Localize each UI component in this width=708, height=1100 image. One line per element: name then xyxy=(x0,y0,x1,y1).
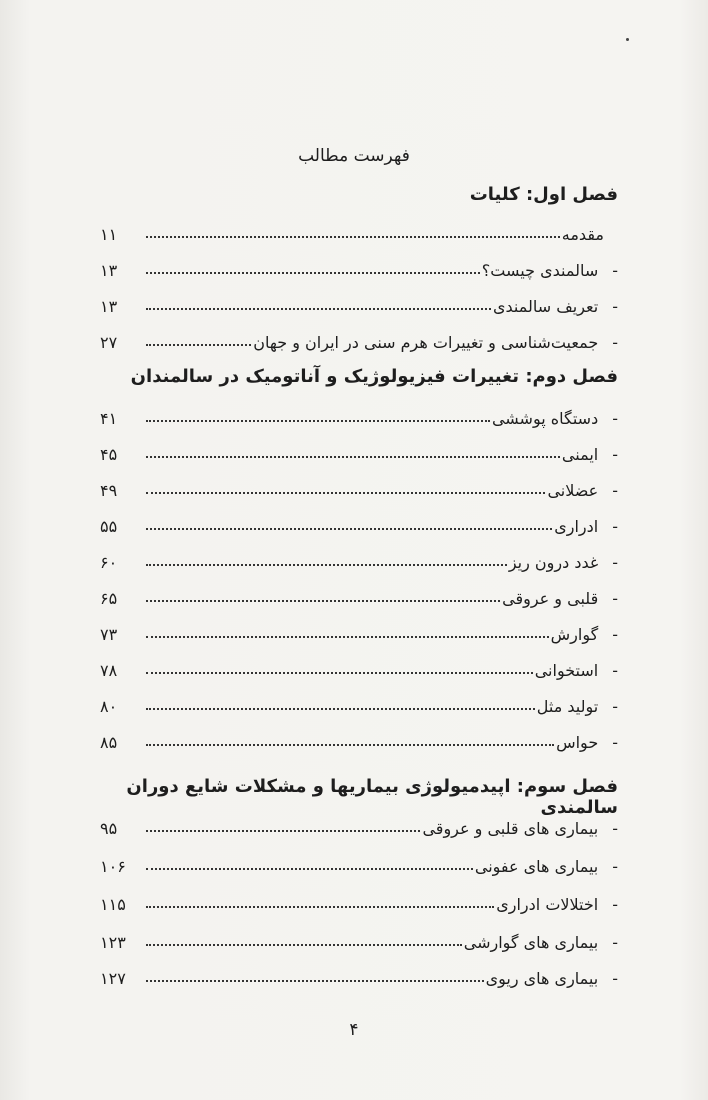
entry-page: ۲۷ xyxy=(100,333,118,352)
dot-leader xyxy=(146,599,500,602)
toc-entry xyxy=(100,578,618,608)
entry-label: گوارش xyxy=(550,625,599,644)
dot-leader xyxy=(146,867,473,870)
dot-leader xyxy=(146,635,549,638)
entry-label: بیماری های ریوی xyxy=(485,969,599,988)
entry-label: بیماری های قلبی و عروقی xyxy=(422,819,599,838)
entry-label: ایمنی xyxy=(561,445,599,464)
dot-leader xyxy=(146,235,560,238)
entry-label: جمعیت‌شناسی و تغییرات هرم سنی در ایران و جهان xyxy=(253,333,599,352)
toc-entry xyxy=(100,506,618,536)
entry-page: ۱۱۵ xyxy=(100,895,126,914)
entry-page: ۸۰ xyxy=(100,697,118,716)
ink-speck xyxy=(626,38,629,41)
dot-leader xyxy=(146,455,560,458)
dot-leader xyxy=(146,743,554,746)
toc-entry xyxy=(100,958,618,988)
toc-entry xyxy=(100,398,618,428)
toc-entry xyxy=(100,922,618,952)
entry-label: بیماری های عفونی xyxy=(474,857,599,876)
entry-page: ۴۹ xyxy=(100,481,118,500)
dot-leader xyxy=(146,979,484,982)
entry-label: اختلالات ادراری xyxy=(496,895,599,914)
entry-page: ۱۳ xyxy=(100,297,118,316)
entry-dash: - xyxy=(612,297,618,316)
entry-page: ۱۱ xyxy=(100,225,118,244)
entry-page: ۸۵ xyxy=(100,733,118,752)
toc-entry xyxy=(100,434,618,464)
dot-leader xyxy=(146,343,251,346)
entry-dash: - xyxy=(612,625,618,644)
dot-leader xyxy=(146,307,491,310)
entry-dash: - xyxy=(612,857,618,876)
entry-dash: - xyxy=(612,333,618,352)
dot-leader xyxy=(146,527,552,530)
entry-label: غدد درون ریز xyxy=(508,553,599,572)
entry-dash: - xyxy=(612,445,618,464)
dot-leader xyxy=(146,419,490,422)
entry-dash: - xyxy=(612,261,618,280)
entry-label: عضلانی xyxy=(547,481,599,500)
entry-dash: - xyxy=(612,933,618,952)
entry-dash: - xyxy=(612,819,618,838)
toc-entry xyxy=(100,722,618,752)
entry-page: ۴۵ xyxy=(100,445,118,464)
entry-label: مقدمه xyxy=(561,225,604,244)
page-title: فهرست مطالب xyxy=(298,146,410,166)
entry-dash: - xyxy=(612,661,618,680)
entry-dash: - xyxy=(612,589,618,608)
entry-label: بیماری های گوارشی xyxy=(463,933,599,952)
entry-page: ۱۳ xyxy=(100,261,118,280)
dot-leader xyxy=(146,671,533,674)
entry-dash: - xyxy=(612,553,618,572)
toc-entry xyxy=(100,686,618,716)
entry-dash: - xyxy=(612,733,618,752)
toc-entry xyxy=(100,846,618,876)
entry-label: استخوانی xyxy=(534,661,599,680)
entry-label: تعریف سالمندی xyxy=(492,297,599,316)
toc-entry xyxy=(100,808,618,838)
entry-label: قلبی و عروقی xyxy=(502,589,599,608)
entry-page: ۷۸ xyxy=(100,661,118,680)
dot-leader xyxy=(146,491,545,494)
entry-label: دستگاه پوششی xyxy=(491,409,599,428)
dot-leader xyxy=(146,563,507,566)
entry-label: سالمندی چیست؟ xyxy=(481,261,599,280)
dot-leader xyxy=(146,829,420,832)
entry-page: ۹۵ xyxy=(100,819,118,838)
entry-label: تولید مثل xyxy=(536,697,599,716)
entry-dash: - xyxy=(612,895,618,914)
toc-entry xyxy=(100,650,618,680)
entry-page: ۴۱ xyxy=(100,409,118,428)
entry-dash: - xyxy=(612,969,618,988)
dot-leader xyxy=(146,905,494,908)
dot-leader xyxy=(146,271,480,274)
chapter-heading-2: فصل دوم: تغییرات فیزیولوژیک و آناتومیک در سالمندان xyxy=(130,366,618,387)
entry-page: ۱۲۳ xyxy=(100,933,126,952)
entry-label: ادراری xyxy=(554,517,599,536)
entry-label: حواس xyxy=(556,733,599,752)
page-number: ۴ xyxy=(349,1020,359,1040)
toc-entry xyxy=(100,214,618,244)
toc-entry xyxy=(100,542,618,572)
chapter-heading-1: فصل اول: کلیات xyxy=(469,184,618,205)
entry-page: ۶۰ xyxy=(100,553,118,572)
chapter-heading-3: فصل سوم: اپیدمیولوژی بیماریها و مشکلات شایع دوران سالمندی xyxy=(126,776,618,818)
toc-entry xyxy=(100,322,618,352)
entry-page: ۶۵ xyxy=(100,589,118,608)
dot-leader xyxy=(146,707,535,710)
toc-entry xyxy=(100,250,618,280)
entry-dash: - xyxy=(612,697,618,716)
entry-page: ۱۰۶ xyxy=(100,857,126,876)
toc-entry xyxy=(100,470,618,500)
toc-entry xyxy=(100,286,618,316)
toc-entry xyxy=(100,884,618,914)
dot-leader xyxy=(146,943,462,946)
entry-dash: - xyxy=(612,481,618,500)
toc-entry xyxy=(100,614,618,644)
entry-dash: - xyxy=(612,517,618,536)
entry-dash: - xyxy=(612,409,618,428)
entry-page: ۷۳ xyxy=(100,625,118,644)
entry-page: ۱۲۷ xyxy=(100,969,126,988)
entry-page: ۵۵ xyxy=(100,517,118,536)
